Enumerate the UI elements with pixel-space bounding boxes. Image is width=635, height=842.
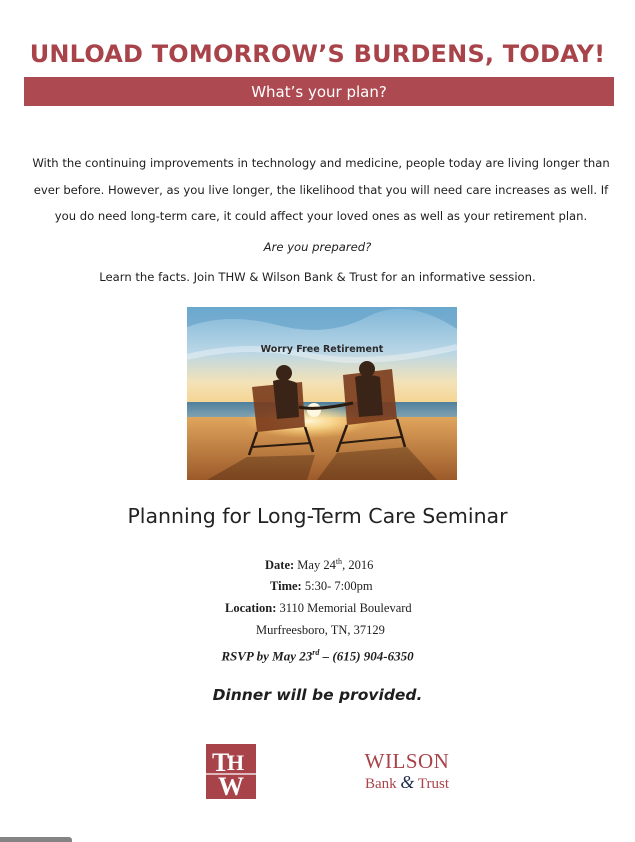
seminar-title: Planning for Long-Term Care Seminar xyxy=(127,504,508,528)
intro-paragraph: With the continuing improvements in technology and medicine, people today are living longer than ever before. However, as you live longer, the likelihood that you will need care increases as well. If you do need long-term care, it could affect your loved ones as well as your retirement plan. xyxy=(32,156,610,223)
location-line xyxy=(225,601,412,616)
beach-scene-illustration xyxy=(187,307,457,480)
time-label: Time: xyxy=(270,579,302,593)
date-ordinal: th xyxy=(335,557,343,566)
scan-edge-mark xyxy=(0,837,72,842)
date-value xyxy=(297,558,373,572)
prepared-question: Are you prepared? xyxy=(263,240,372,254)
location-city-line xyxy=(256,623,385,638)
photo-caption: Worry Free Retirement xyxy=(260,344,384,355)
learn-facts-line: Learn the facts. Join THW & Wilson Bank & Trust for an informative session. xyxy=(99,270,536,284)
plan-banner xyxy=(24,77,614,106)
date-label: Date: xyxy=(265,558,295,573)
rsvp-ordinal: rd xyxy=(312,648,320,657)
rsvp-line xyxy=(0,648,635,664)
time-value: 5:30- 7:00pm xyxy=(304,579,373,593)
ampersand: & xyxy=(400,772,415,792)
svg-text:W: W xyxy=(218,772,244,799)
wilson-wordmark: WILSON xyxy=(364,749,450,773)
rsvp-text: RSVP by May 23 xyxy=(221,648,313,664)
location-label: Location: xyxy=(225,601,277,615)
location-street: 3110 Memorial Boulevard xyxy=(279,601,412,615)
trust-word: Trust xyxy=(417,776,450,792)
date-line xyxy=(265,557,373,573)
time-line xyxy=(270,579,373,594)
dinner-note: Dinner will be provided. xyxy=(212,686,423,704)
thw-logo xyxy=(206,744,256,799)
date-year: , 2016 xyxy=(342,558,374,573)
bank-word: Bank xyxy=(364,776,397,792)
retirement-beach-photo xyxy=(187,307,457,480)
date-value-main: May 24 xyxy=(297,558,336,573)
svg-text:H: H xyxy=(227,750,245,775)
rsvp-phone: – (615) 904-6350 xyxy=(319,648,414,664)
bank-trust-wordmark xyxy=(346,772,468,794)
svg-text:T: T xyxy=(212,748,230,777)
wilson-bank-trust-logo xyxy=(346,750,468,798)
banner-text: What’s your plan? xyxy=(251,82,387,101)
headline: UNLOAD TOMORROW’S BURDENS, TODAY! xyxy=(29,40,606,68)
location-city: Murfreesboro, TN, 37129 xyxy=(256,623,385,637)
